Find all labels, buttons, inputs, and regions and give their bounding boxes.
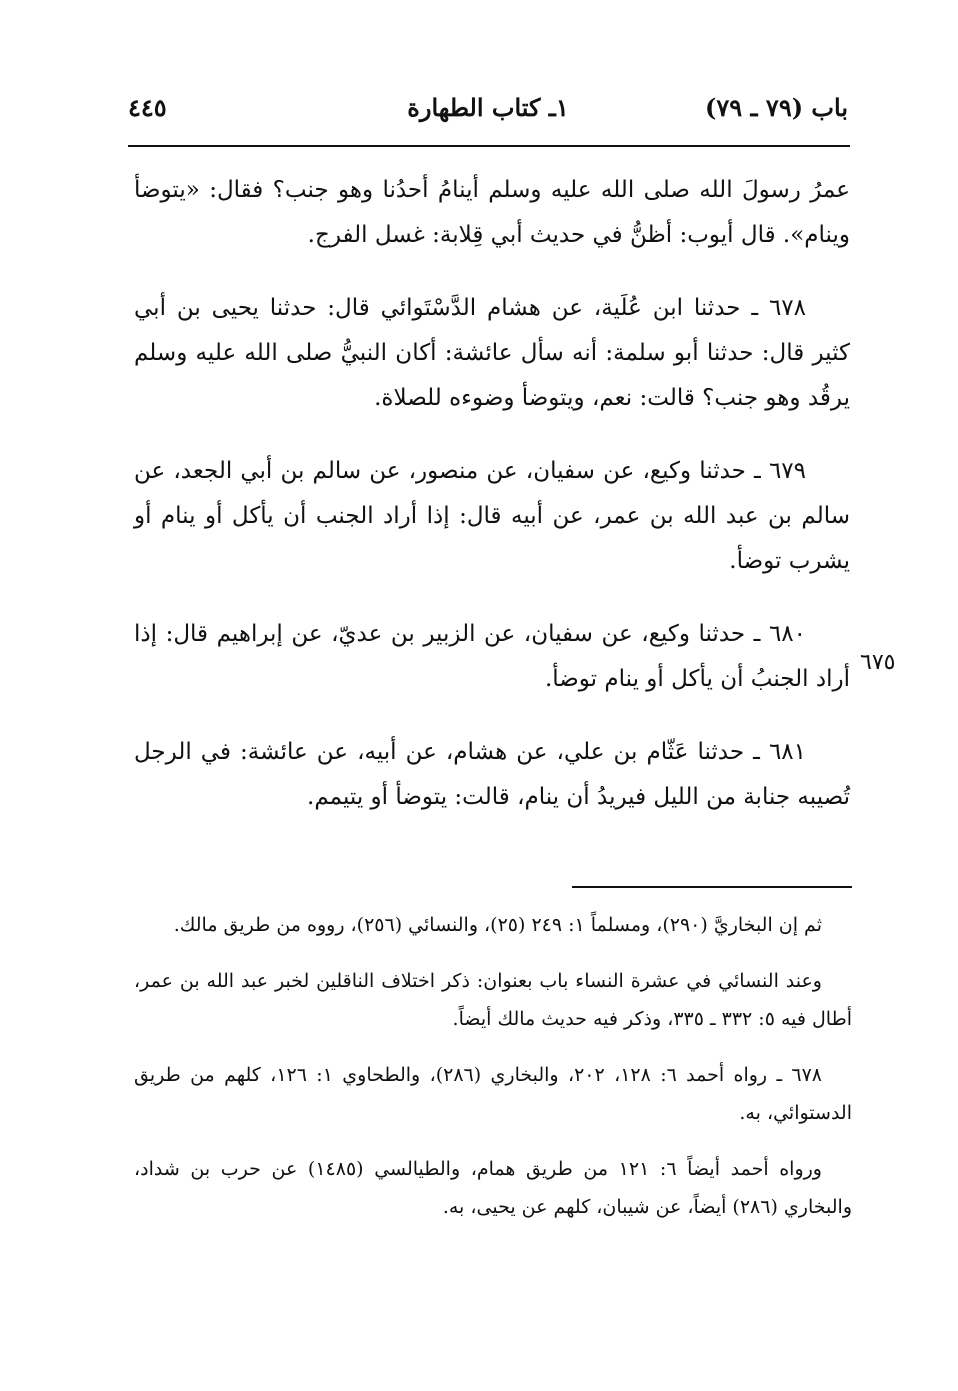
footnote-divider xyxy=(572,886,852,888)
margin-reference-number: ٦٧٥ xyxy=(860,650,896,675)
chapter-heading: باب (٧٩ ـ ٧٩) xyxy=(705,93,848,122)
book-title: ١ـ كتاب الطهارة xyxy=(407,93,569,122)
continuation-paragraph: عمرُ رسولَ الله صلى الله عليه وسلم أينامُ أحدُنا وهو جنب؟ فقال: «يتوضأ وينام». قال أيوب: أظنُّ في حديث أبي قِلابة: غسل الفرج. xyxy=(134,177,850,248)
page-number: ٤٤٥ xyxy=(128,93,167,122)
hadith-681: ٦٨١ ـ حدثنا عَثّام بن علي، عن هشام، عن أبيه، عن عائشة: في الرجل تُصيبه جنابة من الليل فيريدُ أن ينام، قالت: يتوضأ أو يتيمم. xyxy=(134,739,850,810)
header-divider xyxy=(128,145,850,147)
footnote-2: وعند النسائي في عشرة النساء باب بعنوان: ذكر اختلاف الناقلين لخبر عبد الله بن عمر، أطال فيه ٥: ٣٣٢ ـ ٣٣٥، وذكر فيه حديث مالك أيضاً. xyxy=(134,970,852,1030)
hadith-679: ٦٧٩ ـ حدثنا وكيع، عن سفيان، عن منصور، عن سالم بن أبي الجعد، عن سالم بن عبد الله بن عمر، عن أبيه قال: إذا أراد الجنب أن يأكل أو ينام أو يشرب توضأ. xyxy=(134,458,850,574)
running-header xyxy=(128,88,848,132)
footnote-1: ثم إن البخاريَّ (٢٩٠)، ومسلماً ١: ٢٤٩ (٢٥)، والنسائي (٢٥٦)، رووه من طريق مالك. xyxy=(173,914,822,936)
hadith-680: ٦٨٠ ـ حدثنا وكيع، عن سفيان، عن الزبير بن عديّ، عن إبراهيم قال: إذا أراد الجنبُ أن يأكل أو ينام توضأ. xyxy=(134,621,850,692)
footnotes xyxy=(134,906,852,1244)
hadith-678: ٦٧٨ ـ حدثنا ابن عُلَية، عن هشام الدَّسْتَوائي قال: حدثنا يحيى بن أبي كثير قال: حدثنا أبو سلمة: أنه سأل عائشة: أكان النبيُّ صلى الله عليه وسلم يرقُد وهو جنب؟ قالت: نعم، ويتوضأ وضوءه للصلاة. xyxy=(134,295,850,411)
footnote-4: ورواه أحمد أيضاً ٦: ١٢١ من طريق همام، والطيالسي (١٤٨٥) عن حرب بن شداد، والبخاري (٢٨٦) أيضاً، عن شيبان، كلهم عن يحيى، به. xyxy=(134,1158,852,1218)
main-text xyxy=(134,168,850,848)
footnote-3: ٦٧٨ ـ رواه أحمد ٦: ١٢٨، ٢٠٢، والبخاري (٢٨٦)، والطحاوي ١: ١٢٦، كلهم من طريق الدستوائي، به. xyxy=(134,1064,852,1124)
